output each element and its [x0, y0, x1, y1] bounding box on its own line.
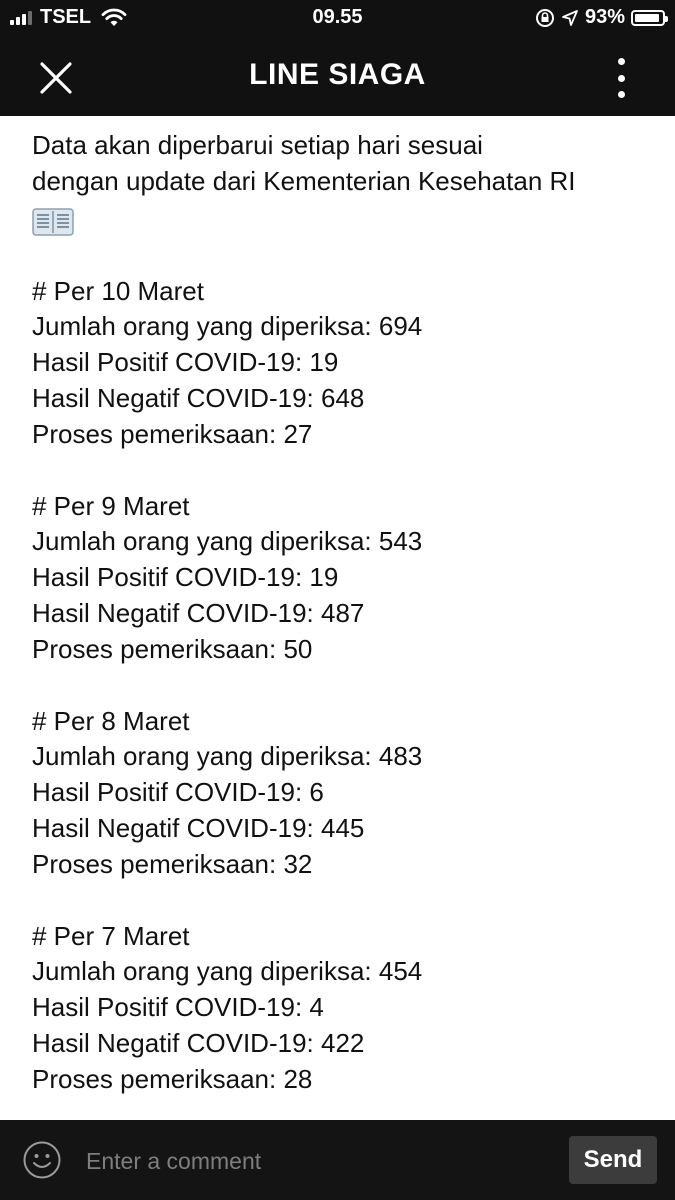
- in-process-count: Proses pemeriksaan: 50: [32, 633, 313, 664]
- negative-count: Hasil Negatif COVID-19: 445: [32, 812, 365, 843]
- smiley-icon[interactable]: [22, 1140, 62, 1180]
- positive-count: Hasil Positif COVID-19: 4: [32, 992, 324, 1023]
- send-button[interactable]: Send: [569, 1136, 657, 1184]
- section-heading: # Per 9 Maret: [32, 490, 190, 521]
- page-title: LINE SIAGA: [249, 58, 426, 91]
- section-heading: # Per 8 Maret: [32, 705, 190, 736]
- daily-report-section: [32, 489, 652, 668]
- daily-report-section: [32, 704, 652, 883]
- post-content: [32, 128, 652, 1134]
- comment-input[interactable]: [84, 1142, 548, 1180]
- positive-count: Hasil Positif COVID-19: 19: [32, 562, 339, 593]
- negative-count: Hasil Negatif COVID-19: 422: [32, 1027, 365, 1058]
- examined-count: Jumlah orang yang diperiksa: 694: [32, 311, 423, 342]
- rotation-lock-icon: [535, 8, 555, 28]
- section-heading: # Per 10 Maret: [32, 275, 204, 306]
- intro-line-1: Data akan diperbarui setiap hari sesuai: [32, 130, 483, 160]
- positive-count: Hasil Positif COVID-19: 19: [32, 347, 339, 378]
- negative-count: Hasil Negatif COVID-19: 648: [32, 382, 365, 413]
- battery-percent: 93%: [584, 6, 625, 28]
- status-right: [535, 6, 665, 29]
- examined-count: Jumlah orang yang diperiksa: 543: [32, 526, 423, 557]
- section-heading: # Per 7 Maret: [32, 920, 190, 951]
- battery-level-fill: [635, 14, 659, 22]
- positive-count: Hasil Positif COVID-19: 6: [32, 777, 324, 808]
- open-book-icon: [32, 206, 74, 238]
- status-bar: [0, 0, 675, 36]
- app-header: [0, 36, 675, 116]
- daily-report-section: [32, 274, 652, 453]
- carrier-name: TSEL: [40, 6, 92, 28]
- intro-line-2: dengan update dari Kementerian Kesehatan RI: [32, 165, 576, 196]
- battery-icon: [631, 10, 665, 26]
- status-time: 09.55: [312, 6, 363, 28]
- daily-report-section: [32, 919, 652, 1098]
- more-vertical-icon[interactable]: [611, 58, 631, 98]
- negative-count: Hasil Negatif COVID-19: 487: [32, 597, 365, 628]
- in-process-count: Proses pemeriksaan: 27: [32, 418, 313, 449]
- spacer: [32, 238, 652, 274]
- in-process-count: Proses pemeriksaan: 28: [32, 1063, 313, 1094]
- examined-count: Jumlah orang yang diperiksa: 483: [32, 741, 423, 772]
- in-process-count: Proses pemeriksaan: 32: [32, 848, 313, 879]
- comment-bar: [0, 1120, 675, 1200]
- examined-count: Jumlah orang yang diperiksa: 454: [32, 956, 423, 987]
- location-icon: [561, 9, 579, 27]
